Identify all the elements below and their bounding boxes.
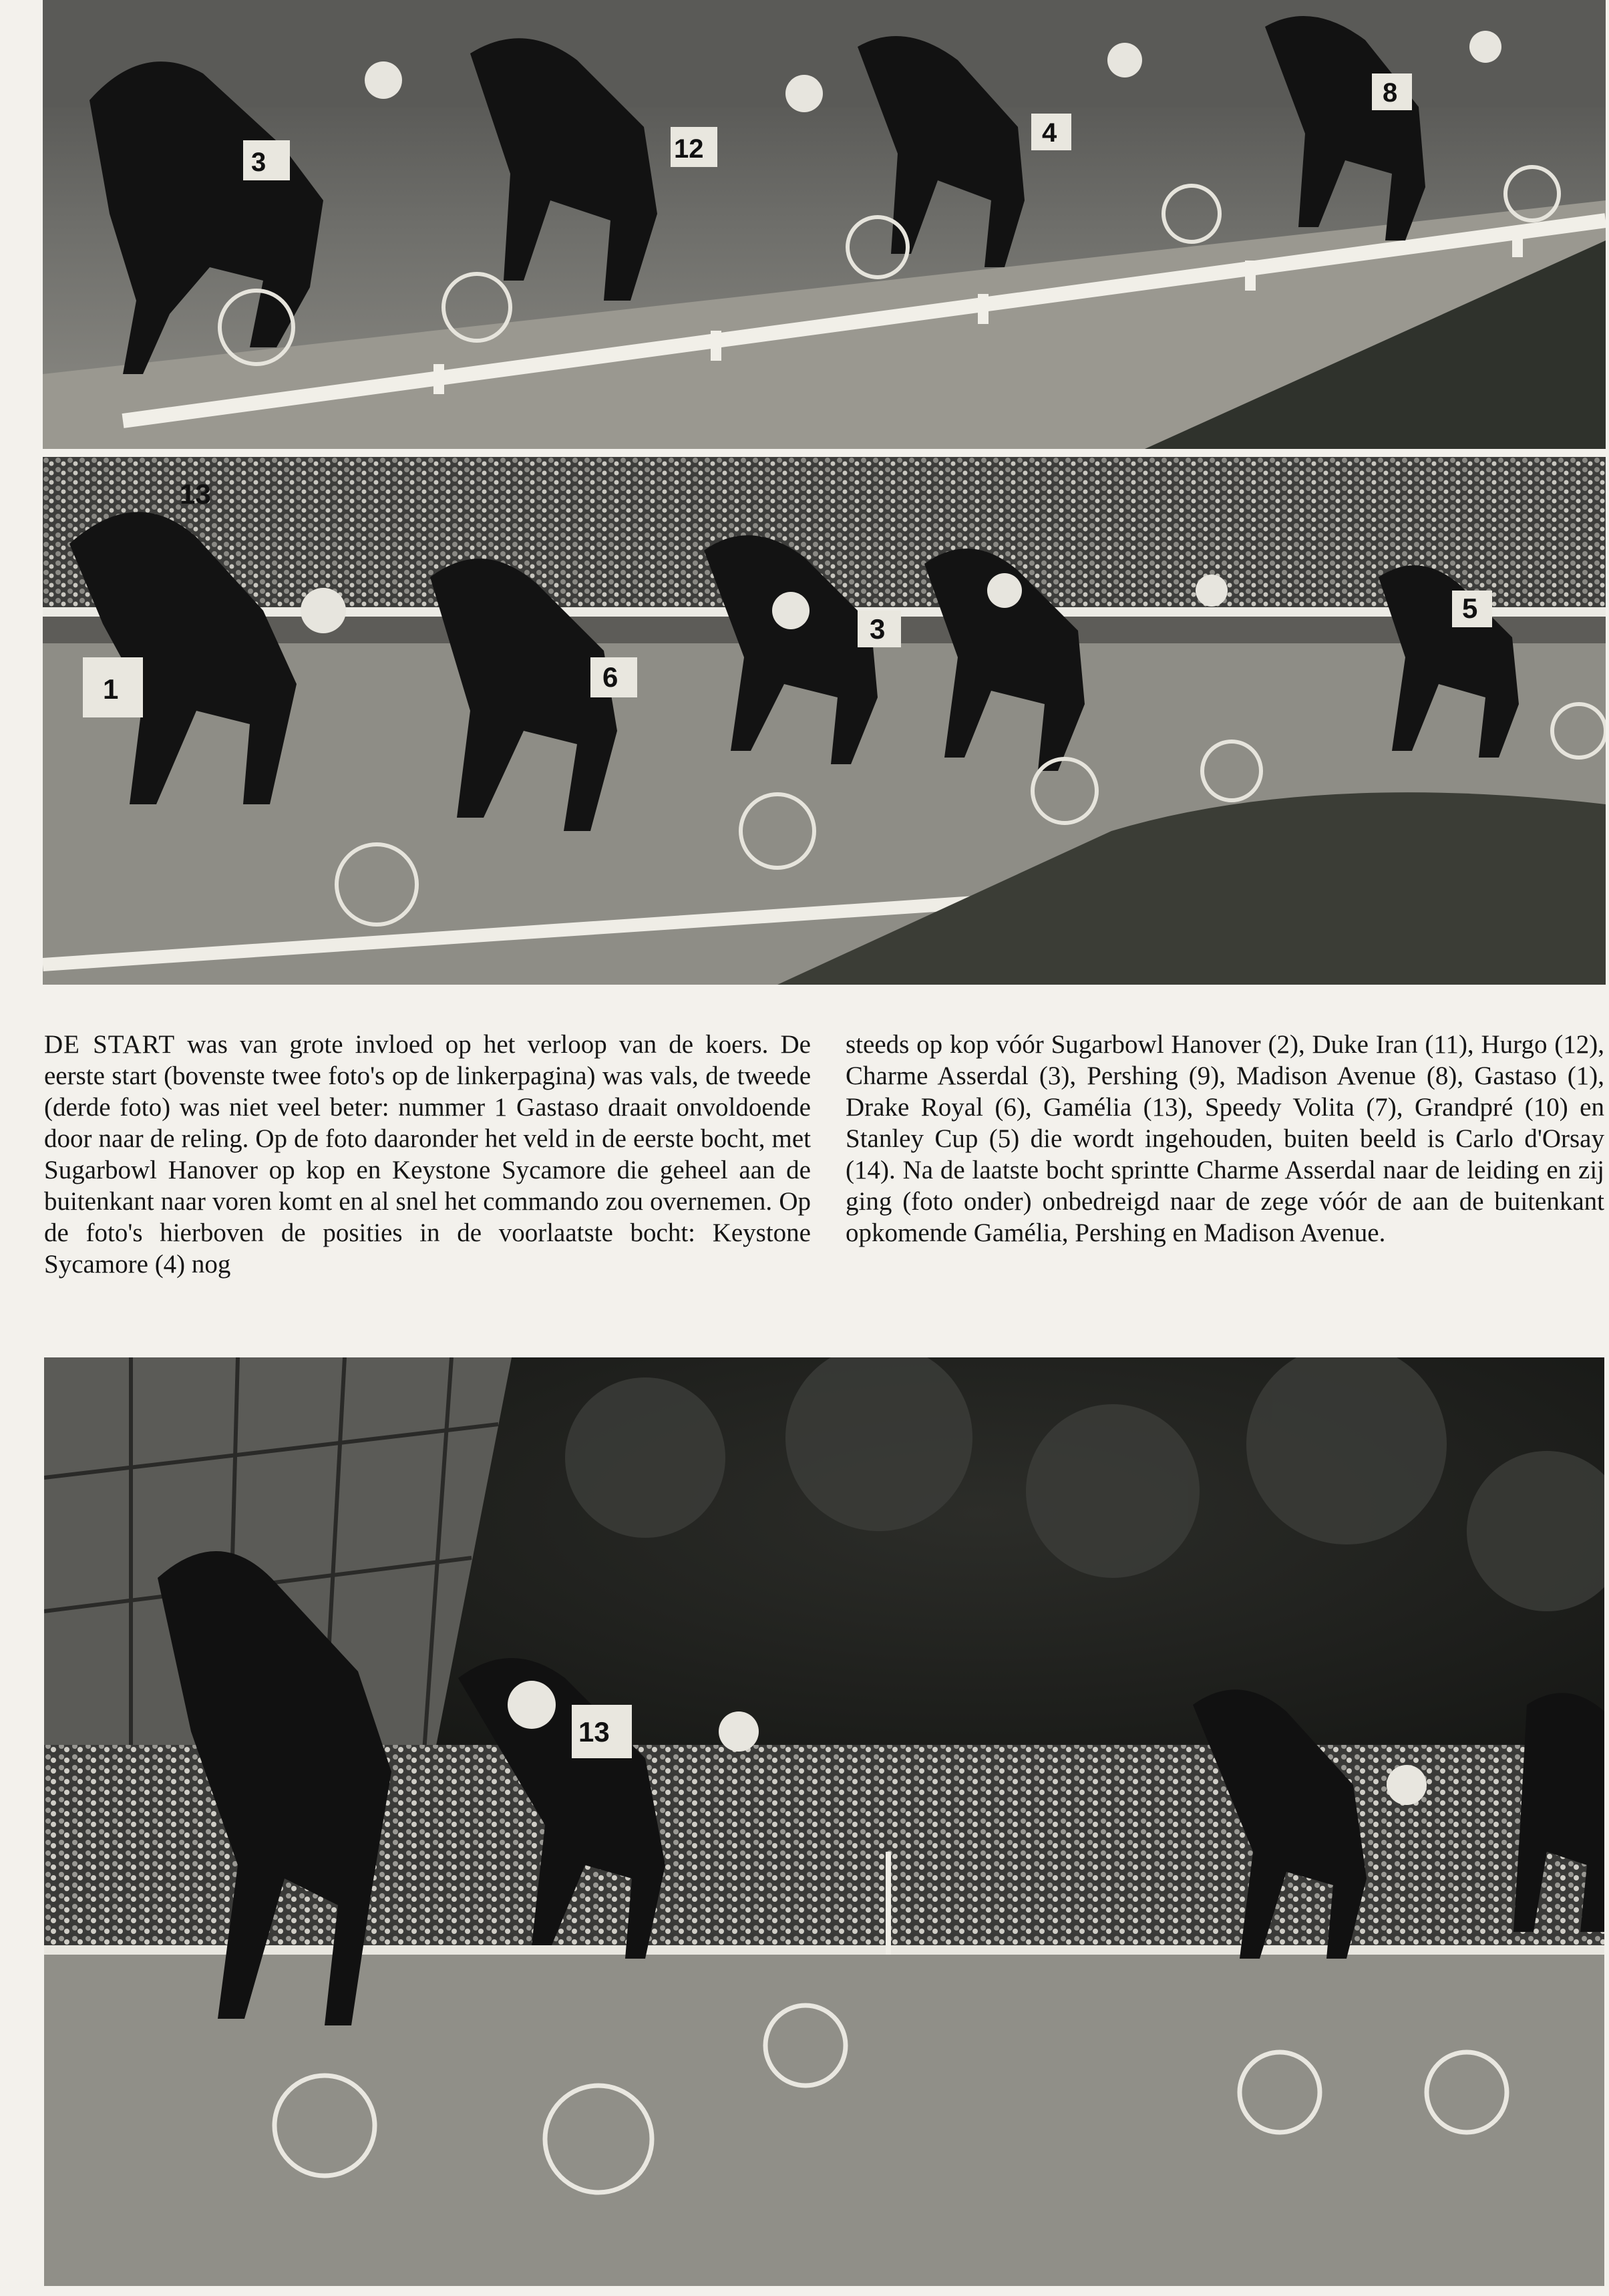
caption-column-right xyxy=(846,1029,1604,1249)
photo-race-turn-top xyxy=(43,0,1606,449)
saddle-cloth-5: 5 xyxy=(1462,593,1478,624)
photo-bottom-illustration xyxy=(44,1357,1604,2286)
saddle-cloth-12: 12 xyxy=(674,134,704,164)
saddle-cloth-3-mid: 3 xyxy=(870,613,886,645)
caption-right-text: steeds op kop vóór Sugarbowl Hanover (2), Duke Iran (11), Hurgo (12), Charme Asserdal (3), Pershing (9), Madison Avenue (8), Gastaso (1), Drake Royal (6), Gamélia (13), Speedy Volita (7), Grandpré (10) en Stanley Cup (5) die wordt ingehouden, buiten beeld is Carlo d'Orsay (14). Na de laatste bocht sprintte Charme Asserdal naar de leiding en zij ging (foto onder) onbedreigd naar de zege vóór de aan de buitenkant opkomende Gamélia, Pershing en Madison Avenue. xyxy=(846,1030,1604,1247)
saddle-cloth-6: 6 xyxy=(602,661,618,693)
photo-middle-illustration xyxy=(43,457,1606,985)
photo-race-first-turn xyxy=(43,457,1606,985)
saddle-cloth-13-finish: 13 xyxy=(578,1716,610,1748)
saddle-cloth-13: 13 xyxy=(180,478,211,510)
caption-lead: DE START xyxy=(44,1030,176,1059)
saddle-cloth-8: 8 xyxy=(1383,78,1398,108)
photo-race-finish xyxy=(44,1357,1604,2286)
photo-top-illustration xyxy=(43,0,1606,449)
saddle-cloth-1: 1 xyxy=(103,673,119,705)
caption-paragraph-left xyxy=(44,1029,811,1280)
saddle-cloth-4: 4 xyxy=(1042,118,1057,148)
caption-left-text: was van grote invloed op het verloop van de koers. De eerste start (bovenste twee foto's op de linkerpagina) was vals, de tweede (derde foto) was niet veel beter: nummer 1 Gastaso draait onvoldoende door naar de reling. Op de foto daaronder het veld in de eerste bocht, met Sugarbowl Hanover op kop en Keystone Sycamore die geheel aan de buitenkant naar voren komt en al snel het commando zou overnemen. Op de foto's hierboven de posities in de voorlaatste bocht: Keystone Sycamore (4) nog xyxy=(44,1030,811,1279)
saddle-cloth-3: 3 xyxy=(251,148,266,177)
caption-column-left xyxy=(44,1029,811,1280)
